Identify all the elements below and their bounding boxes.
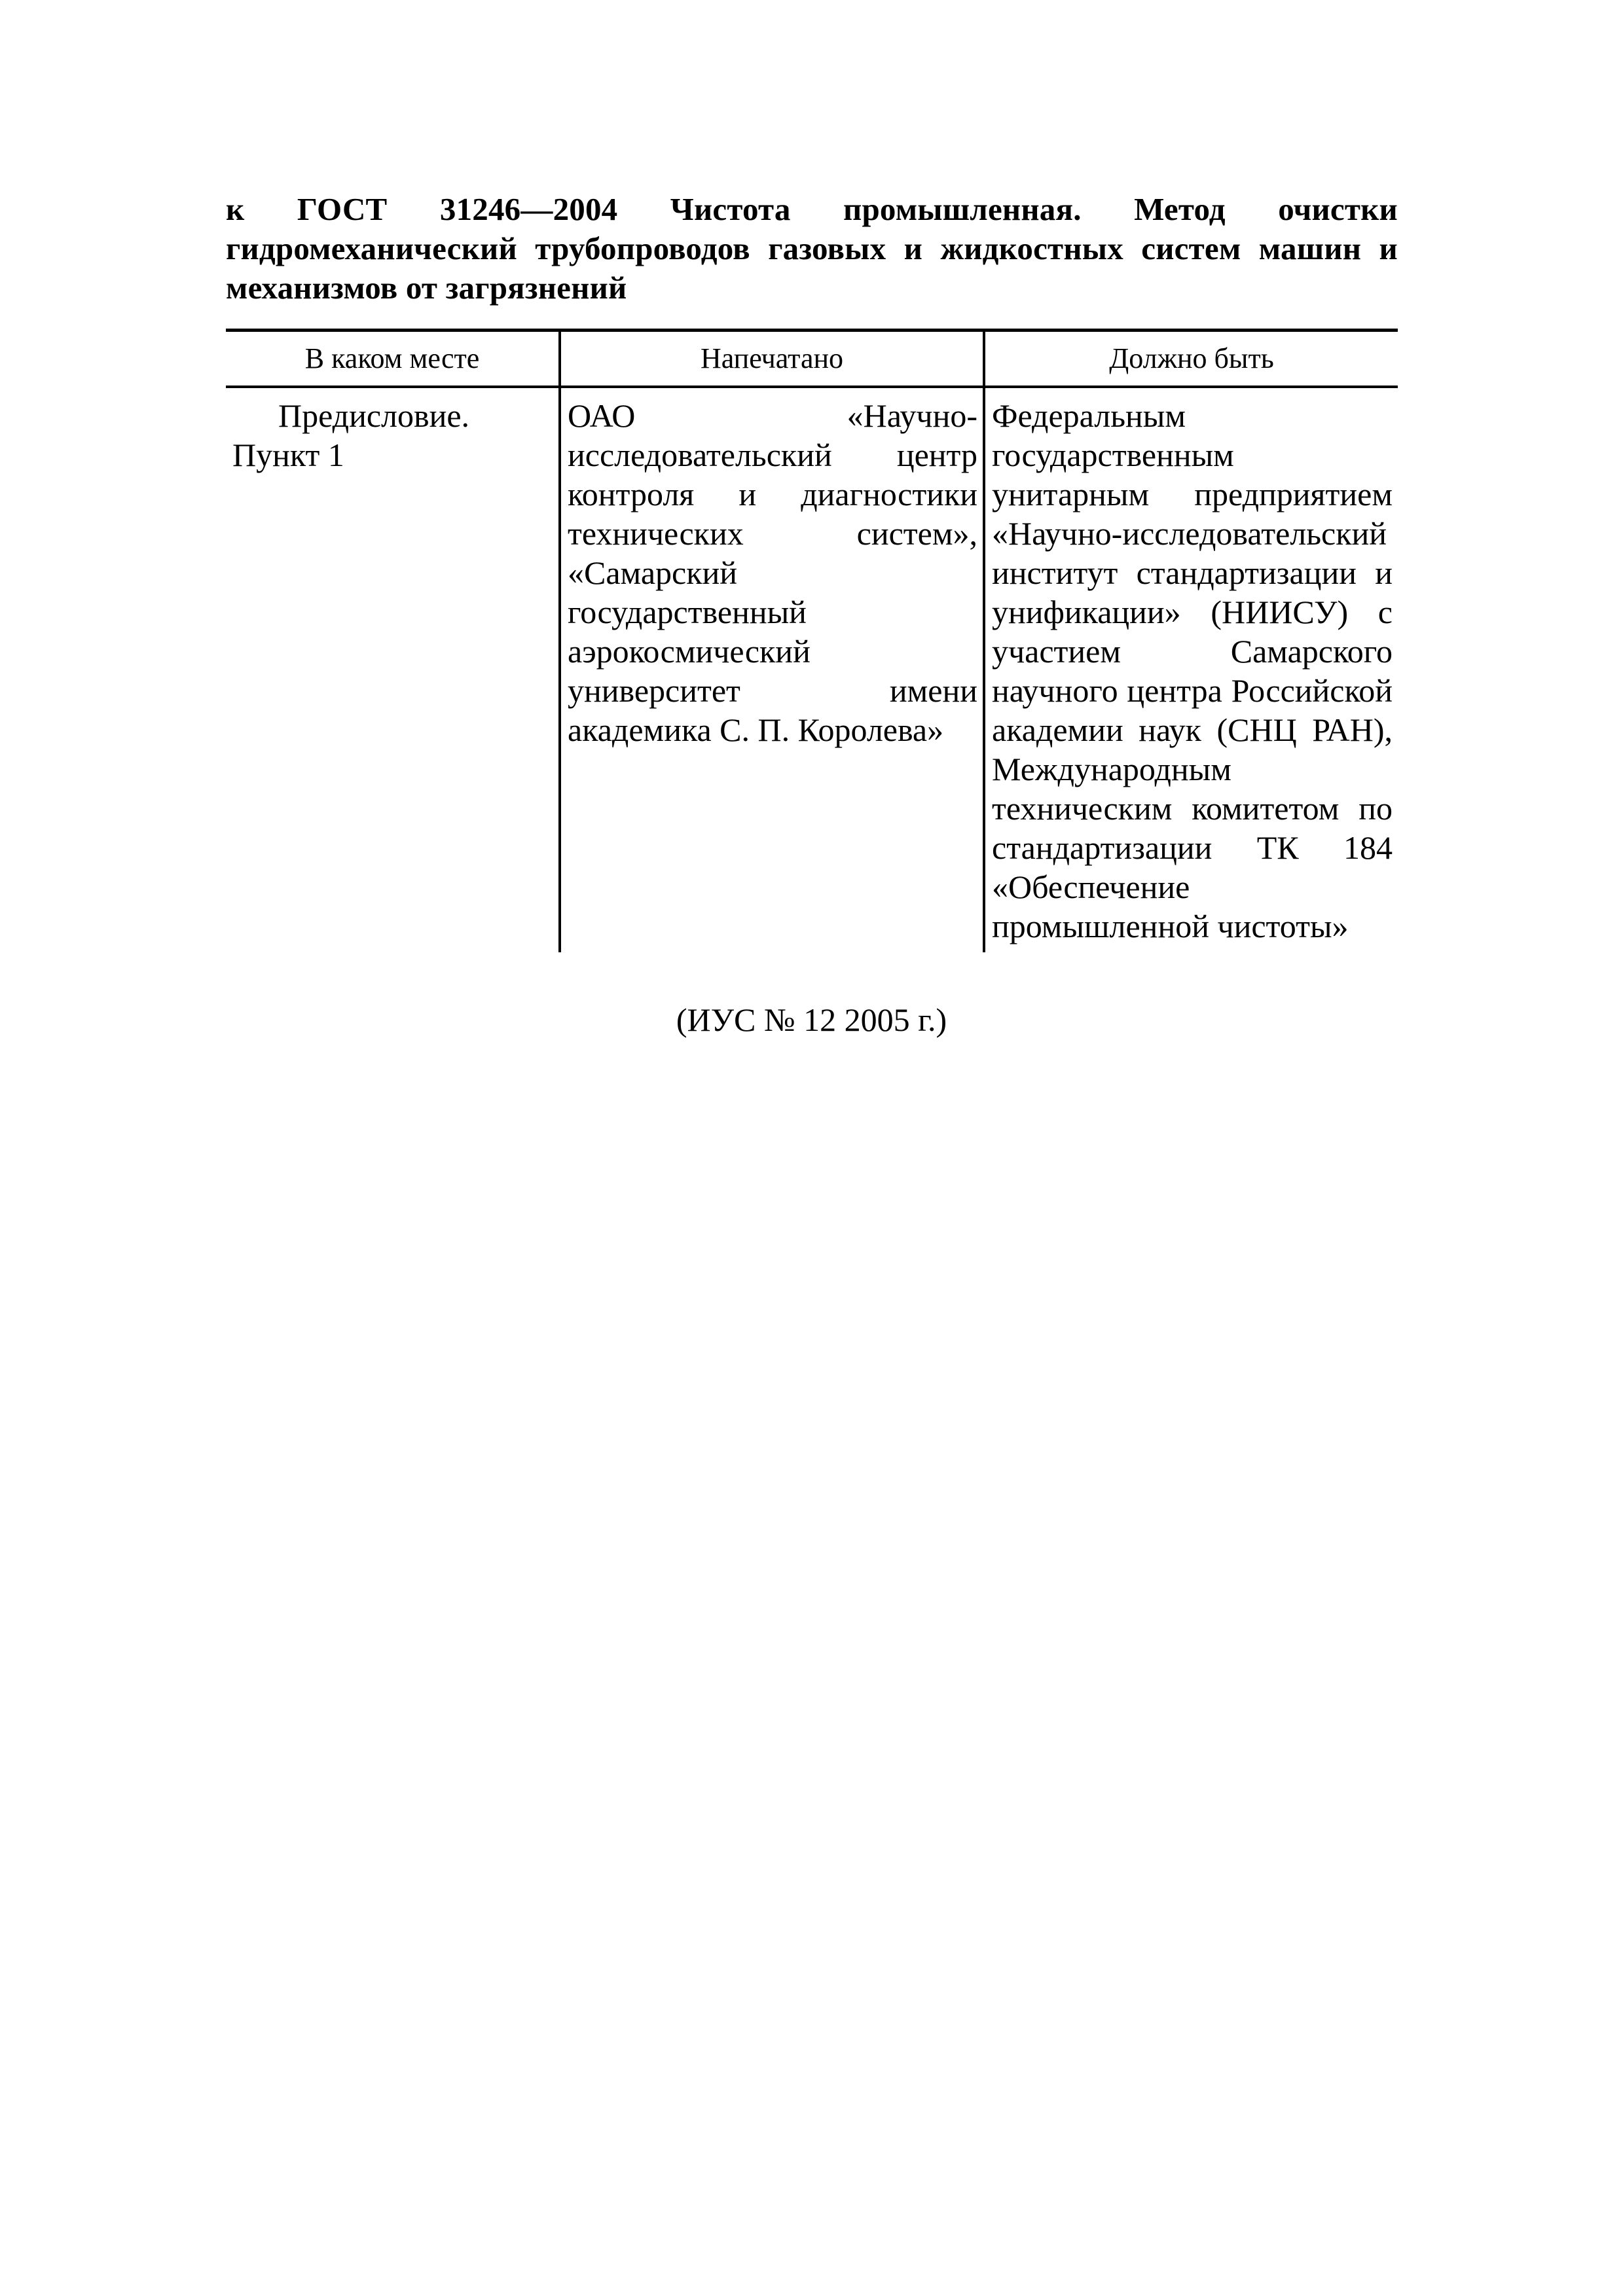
publication-reference: (ИУС № 12 2005 г.) [676, 1001, 947, 1038]
table-header-row [226, 331, 1398, 387]
table-row [226, 387, 1398, 952]
errata-table-container [226, 329, 1398, 952]
column-header-should-be: Должно быть [984, 331, 1398, 387]
errata-heading: к ГОСТ 31246—2004 Чистота промышленная. Метод очистки гидромеханический трубопроводов газовых и жидкостных систем машин и механизмов от загрязнений [226, 191, 1398, 306]
errata-table [226, 329, 1398, 952]
column-header-place: В каком месте [226, 331, 560, 387]
table-header [226, 331, 1398, 387]
column-header-printed: Напечатано [560, 331, 984, 387]
cell-place: Предисловие. Пункт 1 [232, 397, 470, 473]
cell-should-be: Федеральным государственным унитарным предприятием «Научно-исследовательский институт стандартизации и унификации» (НИИСУ) с участием Самарского научного центра Российской академии наук (СНЦ РАН), Международным техническим комитетом по стандартизации ТК 184 «Обеспечение промышленной чистоты» [984, 387, 1398, 952]
cell-printed: ОАО «Научно-исследовательский центр контроля и диагностики технических систем», «Самарский государственный аэрокосмический университет имени академика С. П. Королева» [560, 387, 984, 952]
table-body [226, 387, 1398, 952]
